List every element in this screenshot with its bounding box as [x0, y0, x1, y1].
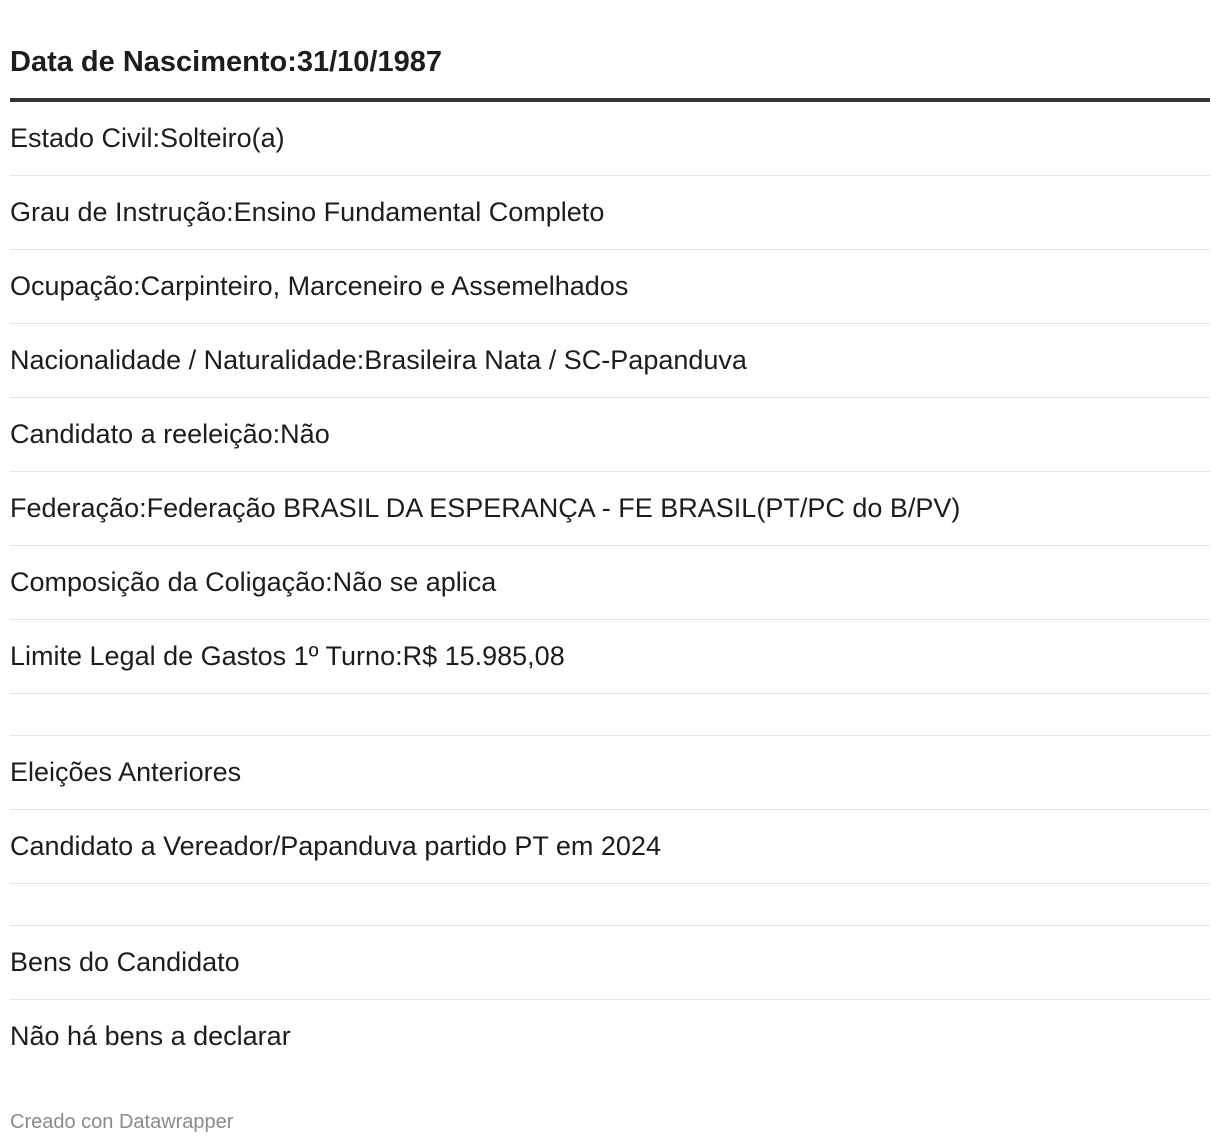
- candidate-info-table: [10, 0, 1210, 1073]
- row-assets-heading: Bens do Candidato: [10, 926, 1210, 1000]
- row-reelection: Candidato a reeleição:Não: [10, 398, 1210, 472]
- row-nationality: Nacionalidade / Naturalidade:Brasileira Nata / SC-Papanduva: [10, 324, 1210, 398]
- row-education: Grau de Instrução:Ensino Fundamental Completo: [10, 176, 1210, 250]
- row-spending-limit: Limite Legal de Gastos 1º Turno:R$ 15.985,08: [10, 620, 1210, 694]
- row-coalition: Composição da Coligação:Não se aplica: [10, 546, 1210, 620]
- row-marital-status: Estado Civil:Solteiro(a): [10, 102, 1210, 176]
- row-previous-elections-heading: Eleições Anteriores: [10, 736, 1210, 810]
- row-assets-entry: Não há bens a declarar: [10, 1021, 291, 1051]
- datawrapper-credit[interactable]: Creado con Datawrapper: [10, 1111, 234, 1133]
- row-spacer: [10, 884, 1210, 926]
- row-previous-election-entry: Candidato a Vereador/Papanduva partido PT em 2024: [10, 810, 1210, 884]
- row-federation: Federação:Federação BRASIL DA ESPERANÇA - FE BRASIL(PT/PC do B/PV): [10, 472, 1210, 546]
- table-header: [10, 0, 1210, 102]
- row-spacer: [10, 694, 1210, 736]
- row-occupation: Ocupação:Carpinteiro, Marceneiro e Assemelhados: [10, 250, 1210, 324]
- header-birth-date: Data de Nascimento:31/10/1987: [10, 46, 442, 78]
